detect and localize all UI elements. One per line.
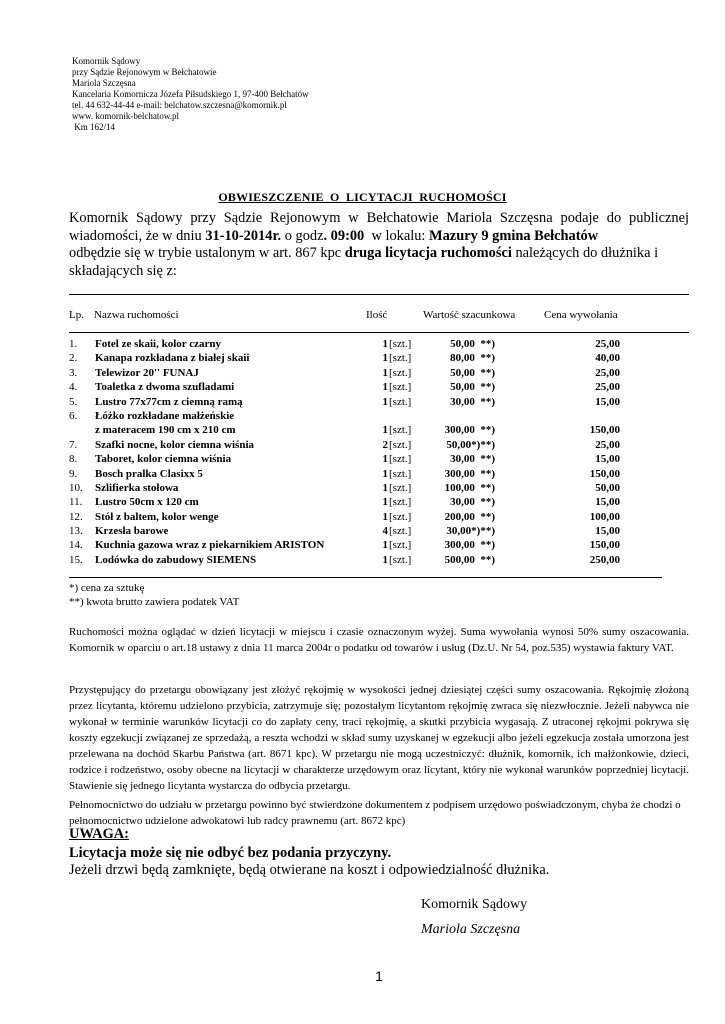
- header-price: Cena wywołania: [544, 309, 618, 321]
- row-qty: 1: [382, 352, 388, 365]
- row-qty: 1: [382, 481, 388, 494]
- row-price: 250,00: [589, 553, 620, 566]
- deposit-paragraph: Przystępujący do przetargu obowiązany jest złożyć rękojmię w wysokości jednej dziesiątej części sumy oszacowania. Rękojmię złożoną przez licytanta, któremu udzielono przybicia, zatrzymuje się; pozostałym licytantom rękojmię zwraca się niezwłocznie. Jeżeli nabywca nie wykonał w terminie warunków licytacji co do zapłaty ceny, traci rękojmię, a skutki przybicia wygasają. Z utraconej rękojmi pokrywa się koszty egzekucji związanej ze sprzedażą, a reszta wchodzi w skład sumy uzyskanej w egzekucji albo jeżeli egzekucja została umorzona jest przelewana na dochód Skarbu Państwa (art. 8671 kpc). W przetargu nie mogą uczestniczyć: dłużnik, komornik, ich małżonkowie, dzieci, rodzice i rodzeństwo, osoby obecne na licytacji w charakterze urzędowym oraz licytant, który nie wykonał warunków poprzedniej licytacji. Stawienie się jednego licytanta wystarcza do odbycia przetargu.: [69, 684, 689, 792]
- warning-line-2: Jeżeli drzwi będą zamknięte, będą otwierane na koszt i odpowiedzialność dłużnika.: [69, 862, 550, 878]
- row-qty: 1: [382, 453, 388, 466]
- table-row: [0, 395, 725, 409]
- intro-line-2: [69, 228, 689, 246]
- row-qty: 1: [382, 395, 388, 408]
- table-row: [0, 467, 725, 481]
- table-row: [0, 538, 725, 552]
- table-row: [0, 452, 725, 466]
- row-unit: [szt.]: [389, 424, 412, 437]
- row-unit: [szt.]: [389, 481, 412, 494]
- row-name: Łóżko rozkładane małżeńskie: [95, 409, 235, 422]
- row-lp: 14.: [69, 539, 83, 552]
- row-qty: 1: [382, 424, 388, 437]
- row-unit: [szt.]: [389, 338, 412, 350]
- row-qty: 1: [382, 366, 388, 379]
- row-price: 15,00: [595, 525, 620, 538]
- row-value: 300,00 **): [444, 467, 495, 480]
- table-header-rule: [69, 332, 689, 333]
- intro-text: wiadomości, że w dniu: [69, 227, 206, 244]
- row-price: 50,00: [595, 481, 620, 494]
- row-unit: [szt.]: [389, 539, 412, 552]
- table-row: [0, 524, 725, 538]
- row-qty: 1: [382, 510, 388, 523]
- header-lp: Lp.: [69, 309, 84, 321]
- row-name: Taboret, kolor ciemna wiśnia: [95, 453, 232, 466]
- intro-text: o godz: [281, 227, 324, 244]
- row-value: 100,00 **): [444, 481, 495, 494]
- table-row: [0, 337, 725, 351]
- viewing-paragraph: Ruchomości można oglądać w dzień licytacji w miejscu i czasie oznaczonym wyżej. Suma wywołania wynosi 50% sumy oszacowania. Komornik w oparciu o art.18 ustawy z dnia 11 marca 2004r o podatku od towarów i usług (Dz.U. Nr 54, poz.535) wystawia faktury VAT.: [69, 626, 689, 654]
- table-row: [0, 423, 725, 437]
- power-of-attorney-paragraph: Pełnomocnictwo do udziału w przetargu powinno być stwierdzone dokumentem z podpisem urzędowo poświadczonym, chyba że chodzi o pełnomocnictwo udzielone adwokatowi lub radcy prawnemu (art. 8672 kpc): [69, 799, 681, 827]
- row-price: 150,00: [589, 539, 620, 552]
- row-lp: 5.: [69, 395, 78, 408]
- row-value: 200,00 **): [444, 510, 495, 523]
- auction-date: 31-10-2014r.: [205, 227, 282, 244]
- intro-text: należących do dłużnika i: [511, 245, 659, 261]
- signature-name: Mariola Szczęsna: [421, 922, 521, 937]
- row-price: 150,00: [589, 467, 620, 480]
- header-name: Nazwa ruchomości: [94, 309, 179, 321]
- row-lp: 7.: [69, 438, 78, 451]
- letterhead-line: Mariola Szczęsna: [72, 78, 136, 88]
- row-name: Lustro 50cm x 120 cm: [95, 496, 199, 509]
- row-value: 300,00 **): [444, 539, 495, 552]
- row-value: 30,00*)**): [446, 525, 495, 538]
- table-row: [0, 351, 725, 365]
- table-row: [0, 553, 725, 567]
- row-unit: [szt.]: [389, 366, 412, 379]
- row-qty: 1: [382, 539, 388, 552]
- row-qty: 1: [382, 381, 388, 394]
- row-name: Kuchnia gazowa wraz z piekarnikiem ARISTON: [95, 539, 325, 552]
- table-row: [0, 380, 725, 394]
- intro-text: odbędzie się w trybie ustalonym w art. 867 kpc: [69, 245, 345, 261]
- row-lp: 1.: [69, 338, 78, 350]
- warning-line-1: Licytacja może się nie odbyć bez podania przyczyny.: [69, 845, 392, 861]
- row-unit: [szt.]: [389, 381, 412, 394]
- row-unit: [szt.]: [389, 525, 412, 538]
- row-lp: 4.: [69, 381, 78, 394]
- row-lp: 2.: [69, 352, 78, 365]
- auction-type: druga licytacja ruchomości: [344, 245, 512, 261]
- letterhead-line: Komornik Sądowy: [72, 56, 141, 66]
- row-lp: 13.: [69, 525, 83, 538]
- row-unit: [szt.]: [389, 510, 412, 523]
- row-unit: [szt.]: [389, 496, 412, 509]
- letterhead-line: Kancelaria Komornicza Józefa Piłsudskiego 1, 97-400 Bełchatów: [72, 89, 309, 99]
- row-name: Stół z baltem, kolor wenge: [95, 510, 219, 523]
- row-lp: 15.: [69, 553, 83, 566]
- row-unit: [szt.]: [389, 467, 412, 480]
- row-value: 80,00 **): [450, 352, 495, 365]
- header-value: Wartość szacunkowa: [423, 309, 516, 321]
- row-value: 50,00 **): [450, 366, 495, 379]
- row-value: 30,00 **): [450, 496, 495, 509]
- row-unit: [szt.]: [389, 438, 412, 451]
- row-name: z materacem 190 cm x 210 cm: [95, 424, 236, 437]
- row-value: 50,00 **): [450, 338, 495, 350]
- row-name: Bosch pralka Clasixx 5: [95, 467, 203, 480]
- row-price: 25,00: [595, 366, 620, 379]
- page-number: 1: [375, 968, 383, 984]
- auction-time: . 09:00: [323, 227, 365, 244]
- document-title: OBWIESZCZENIE O LICYTACJI RUCHOMOŚCI: [218, 190, 507, 204]
- row-lp: 12.: [69, 510, 83, 523]
- row-lp: 9.: [69, 467, 78, 480]
- intro-text: w lokalu:: [364, 227, 430, 244]
- footnotes: [69, 581, 239, 609]
- intro-paragraph: [69, 210, 689, 280]
- row-lp: 11.: [69, 496, 83, 509]
- table-row: [0, 366, 725, 380]
- footnote-vat: **) kwota brutto zawiera podatek VAT: [69, 596, 240, 608]
- row-qty: 1: [382, 553, 388, 566]
- row-price: 40,00: [595, 352, 620, 365]
- row-lp: 8.: [69, 453, 78, 466]
- warning-heading: UWAGA:: [69, 826, 129, 842]
- row-name: Lustro 77x77cm z ciemną ramą: [95, 395, 243, 408]
- row-price: 25,00: [595, 438, 620, 451]
- signature-title: Komornik Sądowy: [421, 897, 528, 912]
- intro-line-3: [69, 245, 689, 263]
- row-qty: 1: [382, 338, 388, 350]
- row-name: Krzesła barowe: [95, 525, 169, 538]
- row-value: 50,00 **): [450, 381, 495, 394]
- intro-line-1: Komornik Sądowy przy Sądzie Rejonowym w Bełchatowie Mariola Szczęsna podaje do publicznej: [69, 210, 689, 226]
- auction-place: Mazury 9 gmina Bełchatów: [429, 227, 599, 244]
- row-value: 30,00 **): [450, 453, 495, 466]
- row-qty: 1: [382, 467, 388, 480]
- letterhead-line: tel. 44 632-44-44 e-mail: belchatow.szczesna@komornik.pl: [72, 100, 287, 110]
- table-row: [0, 438, 725, 452]
- row-unit: [szt.]: [389, 395, 412, 408]
- row-value: 50,00*)**): [446, 438, 495, 451]
- row-price: 150,00: [589, 424, 620, 437]
- table-row: [0, 510, 725, 524]
- row-unit: [szt.]: [389, 352, 412, 365]
- row-lp: 6.: [69, 409, 78, 422]
- case-number: Km 162/14: [72, 122, 116, 132]
- row-price: 15,00: [595, 496, 620, 509]
- row-lp: 3.: [69, 366, 78, 379]
- letterhead-line: www. komornik-belchatow.pl: [72, 111, 180, 121]
- row-name: Szafki nocne, kolor ciemna wiśnia: [95, 438, 255, 451]
- row-name: Lodówka do zabudowy SIEMENS: [95, 553, 257, 566]
- row-qty: 1: [382, 496, 388, 509]
- row-value: 500,00 **): [444, 553, 495, 566]
- row-value: 30,00 **): [450, 395, 495, 408]
- footnote-unit-price: *) cena za sztukę: [69, 582, 145, 594]
- items-table: [0, 337, 725, 567]
- row-price: 25,00: [595, 338, 620, 350]
- row-name: Kanapa rozkładana z białej skaii: [95, 352, 250, 365]
- row-value: 300,00 **): [444, 424, 495, 437]
- header-qty: Ilość: [366, 309, 388, 321]
- row-price: 100,00: [589, 510, 620, 523]
- row-unit: [szt.]: [389, 453, 412, 466]
- table-row: [0, 495, 725, 509]
- row-name: Telewizor 20'' FUNAJ: [95, 366, 199, 379]
- row-lp: 10.: [69, 481, 83, 494]
- letterhead-line: przy Sądzie Rejonowym w Bełchatowie: [72, 67, 217, 77]
- row-price: 15,00: [595, 453, 620, 466]
- row-qty: 2: [382, 438, 388, 451]
- row-name: Szlifierka stołowa: [95, 481, 179, 494]
- table-bottom-rule: [69, 577, 662, 578]
- table-top-rule: [69, 294, 689, 295]
- letterhead: [72, 56, 309, 133]
- row-price: 15,00: [595, 395, 620, 408]
- row-name: Fotel ze skaii, kolor czarny: [95, 338, 221, 350]
- table-row: [0, 409, 725, 423]
- table-row: [0, 481, 725, 495]
- intro-line-4: składających się z:: [69, 262, 177, 279]
- row-qty: 4: [382, 525, 388, 538]
- row-name: Toaletka z dwoma szufladami: [95, 381, 235, 394]
- row-price: 25,00: [595, 381, 620, 394]
- row-unit: [szt.]: [389, 553, 412, 566]
